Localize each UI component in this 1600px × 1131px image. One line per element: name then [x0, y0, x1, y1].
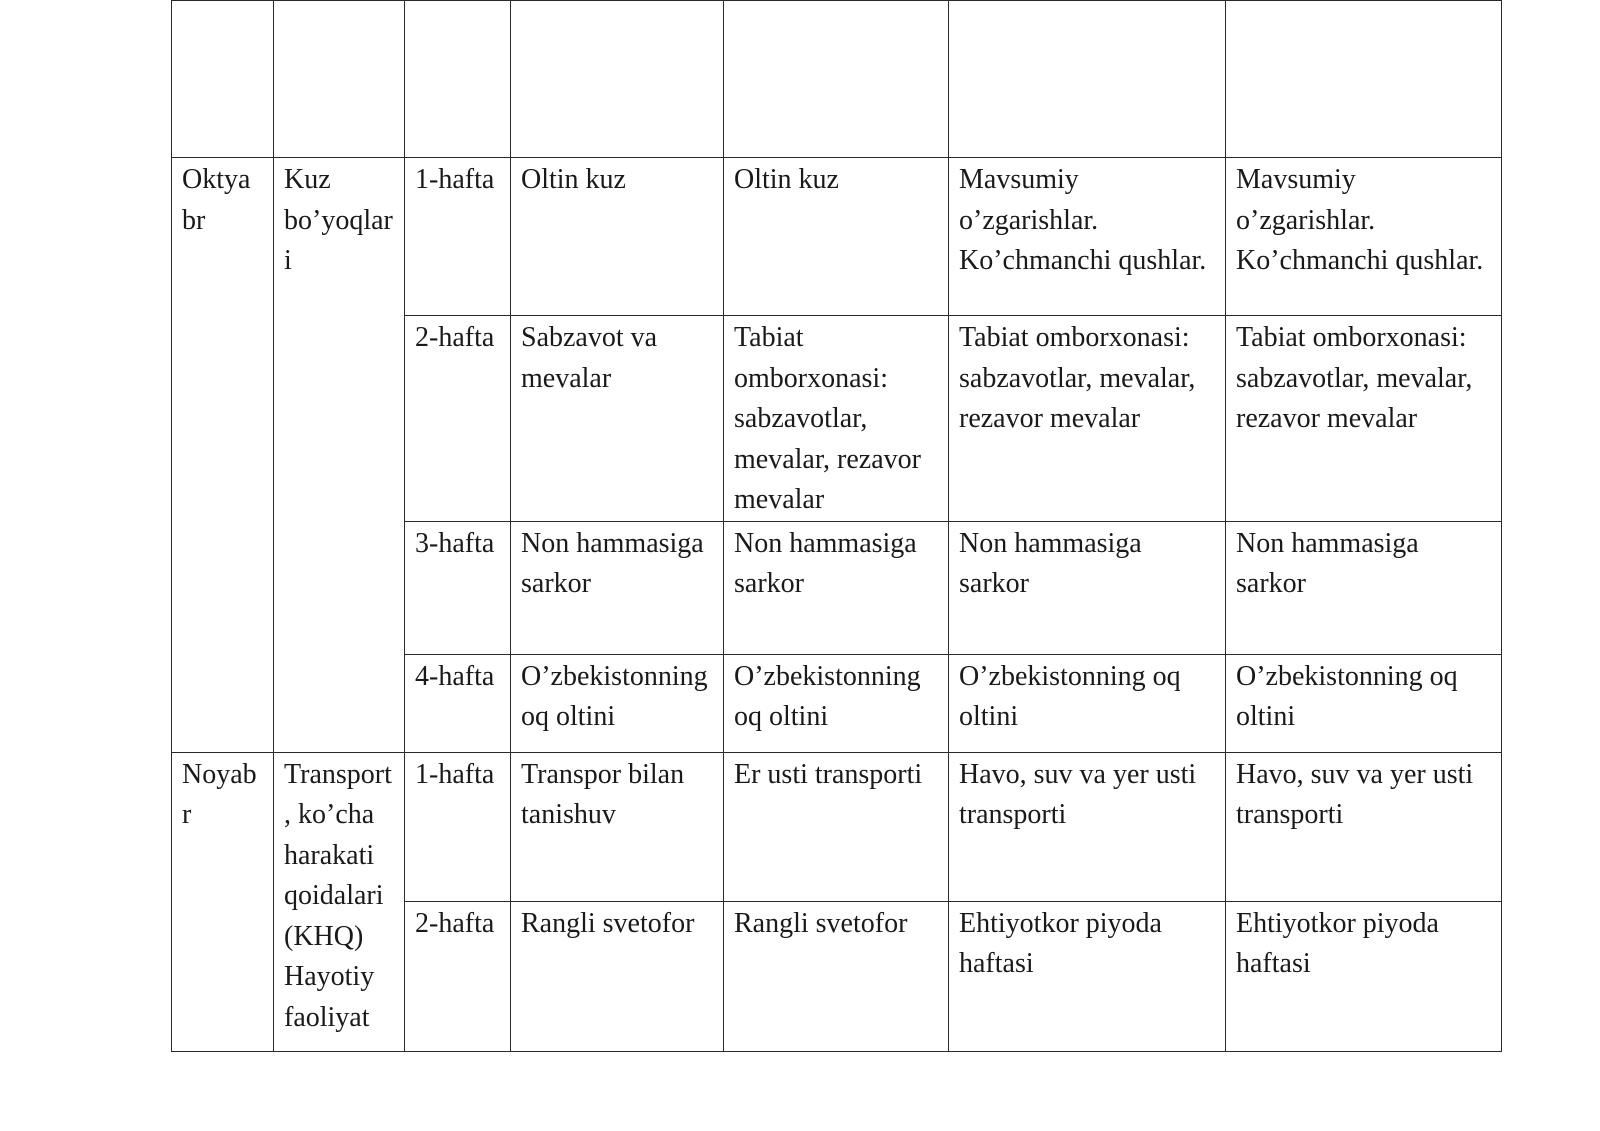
- topic-cell: Oltin kuz: [724, 158, 949, 316]
- week-cell: 3-hafta: [405, 521, 511, 654]
- topic-cell: Tabiat omborxonasi: sabzavotlar, mevalar, rezavor mevalar: [1226, 316, 1502, 522]
- table-cell: [949, 1, 1226, 158]
- month-cell: Oktyabr: [172, 158, 274, 753]
- table-cell: [405, 1, 511, 158]
- topic-cell: Ehtiyotkor piyoda haftasi: [1226, 901, 1502, 1051]
- table-row: [172, 158, 1502, 316]
- week-cell: 1-hafta: [405, 752, 511, 901]
- week-cell: 2-hafta: [405, 316, 511, 522]
- week-cell: 2-hafta: [405, 901, 511, 1051]
- topic-cell: Rangli svetofor: [724, 901, 949, 1051]
- table-row: [172, 1, 1502, 158]
- table-cell: [724, 1, 949, 158]
- topic-cell: Oltin kuz: [511, 158, 724, 316]
- topic-cell: Non hammasiga sarkor: [724, 521, 949, 654]
- topic-cell: Non hammasiga sarkor: [511, 521, 724, 654]
- week-cell: 4-hafta: [405, 654, 511, 752]
- table-cell: [1226, 1, 1502, 158]
- topic-cell: O’zbekistonning oq oltini: [511, 654, 724, 752]
- topic-cell: Tabiat omborxonasi: sabzavotlar, mevalar, rezavor mevalar: [724, 316, 949, 522]
- table-cell: [274, 1, 405, 158]
- topic-cell: Sabzavot va mevalar: [511, 316, 724, 522]
- table-row: [172, 752, 1502, 901]
- topic-cell: O’zbekistonning oq oltini: [724, 654, 949, 752]
- topic-cell: Mavsumiy o’zgarishlar. Ko’chmanchi qushlar.: [1226, 158, 1502, 316]
- topic-cell: O’zbekistonning oq oltini: [1226, 654, 1502, 752]
- curriculum-table: [171, 0, 1502, 1052]
- theme-cell: Transport, ko’cha harakati qoidalari (KHQ) Hayotiy faoliyat: [274, 752, 405, 1051]
- topic-cell: Havo, suv va yer usti transporti: [1226, 752, 1502, 901]
- topic-cell: Tabiat omborxonasi: sabzavotlar, mevalar, rezavor mevalar: [949, 316, 1226, 522]
- theme-cell: Kuz bo’yoqlari: [274, 158, 405, 753]
- topic-cell: Rangli svetofor: [511, 901, 724, 1051]
- topic-cell: O’zbekistonning oq oltini: [949, 654, 1226, 752]
- table-cell: [172, 1, 274, 158]
- topic-cell: Non hammasiga sarkor: [1226, 521, 1502, 654]
- topic-cell: Transpor bilan tanishuv: [511, 752, 724, 901]
- table-cell: [511, 1, 724, 158]
- topic-cell: Havo, suv va yer usti transporti: [949, 752, 1226, 901]
- month-cell: Noyabr: [172, 752, 274, 1051]
- topic-cell: Non hammasiga sarkor: [949, 521, 1226, 654]
- topic-cell: Er usti transporti: [724, 752, 949, 901]
- topic-cell: Ehtiyotkor piyoda haftasi: [949, 901, 1226, 1051]
- topic-cell: Mavsumiy o’zgarishlar. Ko’chmanchi qushlar.: [949, 158, 1226, 316]
- week-cell: 1-hafta: [405, 158, 511, 316]
